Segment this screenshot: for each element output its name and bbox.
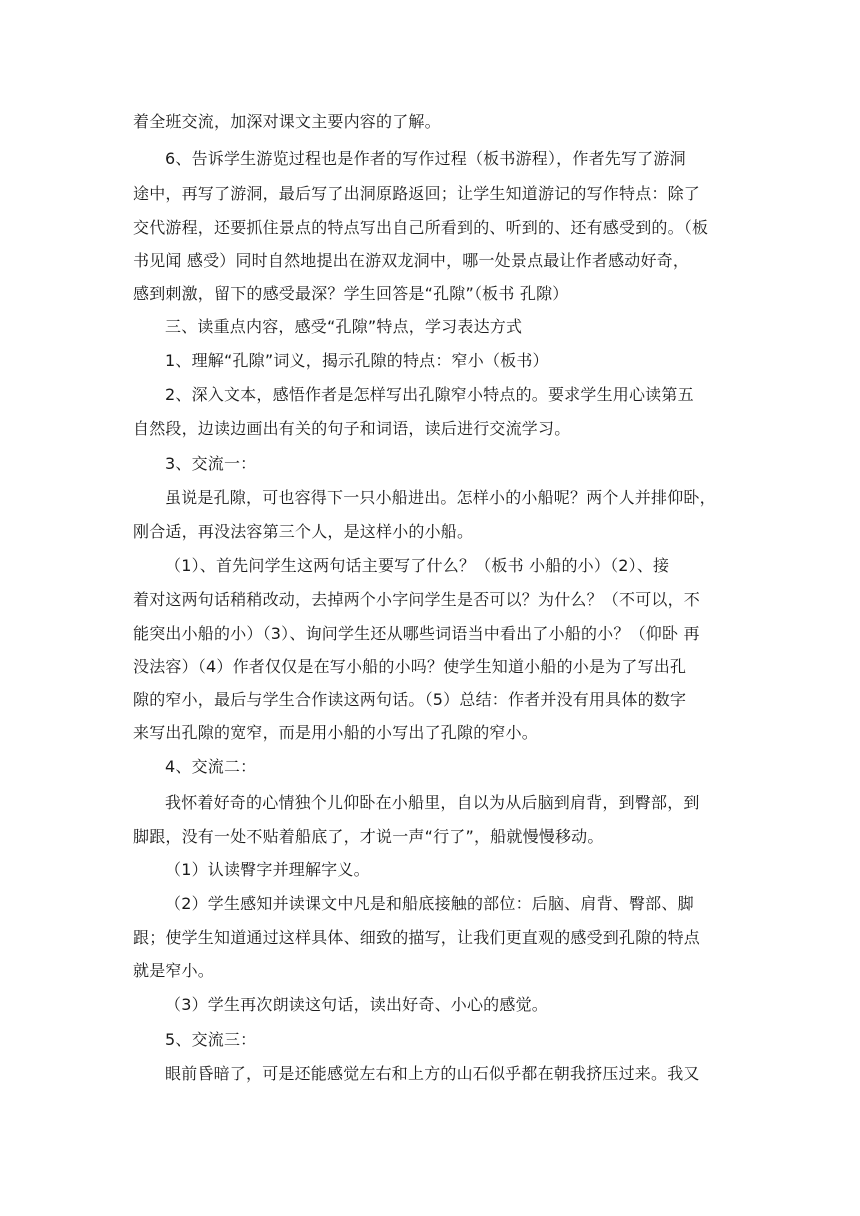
text-line: 脚跟，没有一处不贴着船底了，才说一声“行了”，船就慢慢移动。 [133, 827, 604, 846]
text-line: 5、交流三： [165, 1030, 257, 1049]
text-line: 2、深入文本，感悟作者是怎样写出孔隙窄小特点的。要求学生用心读第五 [165, 385, 694, 404]
text-line: 着全班交流，加深对课文主要内容的了解。 [133, 112, 441, 131]
text-line: 没法容）（4）作者仅仅是在写小船的小吗？使学生知道小船的小是为了写出孔 [133, 657, 687, 676]
text-line: 交代游程，还要抓住景点的特点写出自己所看到的、听到的、还有感受到的。（板 [133, 218, 709, 237]
text-line: （3）学生再次朗读这句话，读出好奇、小心的感觉。 [165, 995, 548, 1014]
text-line: 4、交流二： [165, 757, 257, 776]
text-line: （2）学生感知并读课文中凡是和船底接触的部位：后脑、肩背、臀部、脚 [165, 894, 694, 913]
text-line: 刚合适，再没法容第三个人，是这样小的小船。 [133, 522, 474, 541]
text-line: （1）、首先问学生这两句话主要写了什么？（板书 小船的小）（2）、接 [165, 556, 670, 575]
text-line: 着对这两句话稍稍改动，去掉两个小字问学生是否可以？为什么？（不可以，不 [133, 590, 701, 609]
text-line: （1）认读臀字并理解字义。 [165, 860, 370, 879]
text-line: 能突出小船的小）（3）、询问学生还从哪些词语当中看出了小船的小？（仰卧 再 [133, 624, 700, 643]
text-line: 来写出孔隙的宽窄，而是用小船的小写出了孔隙的窄小。 [133, 723, 539, 742]
text-line: 虽说是孔隙，可也容得下一只小船进出。怎样小的小船呢？两个人并排仰卧， [165, 488, 716, 507]
text-line: 眼前昏暗了，可是还能感觉左右和上方的山石似乎都在朝我挤压过来。我又 [165, 1064, 700, 1083]
text-line: 1、理解“孔隙”词义，揭示孔隙的特点：窄小（板书） [165, 351, 549, 370]
text-line: 感到刺激，留下的感受最深？学生回答是“孔隙”（板书 孔隙） [133, 284, 569, 303]
text-line: 途中，再写了游洞，最后写了出洞原路返回；让学生知道游记的写作特点：除了 [133, 184, 701, 203]
text-line: 就是窄小。 [133, 961, 215, 980]
text-line: 自然段，边读边画出有关的句子和词语，读后进行交流学习。 [133, 419, 571, 438]
text-line: 我怀着好奇的心情独个儿仰卧在小船里，自以为从后脑到肩背，到臀部，到 [165, 793, 700, 812]
text-line: 3、交流一： [165, 454, 257, 473]
text-line: 隙的窄小，最后与学生合作读这两句话。（5）总结：作者并没有用具体的数字 [133, 690, 687, 709]
text-line: 6、告诉学生游览过程也是作者的写作过程（板书游程），作者先写了游洞 [165, 149, 686, 168]
text-line: 跟；使学生知道通过这样具体、细致的描写，让我们更直观的感受到孔隙的特点 [133, 928, 701, 947]
text-line: 书见闻 感受）同时自然地提出在游双龙洞中，哪一处景点最让作者感动好奇， [133, 251, 690, 270]
section-heading: 三、读重点内容，感受“孔隙”特点，学习表达方式 [165, 317, 523, 336]
